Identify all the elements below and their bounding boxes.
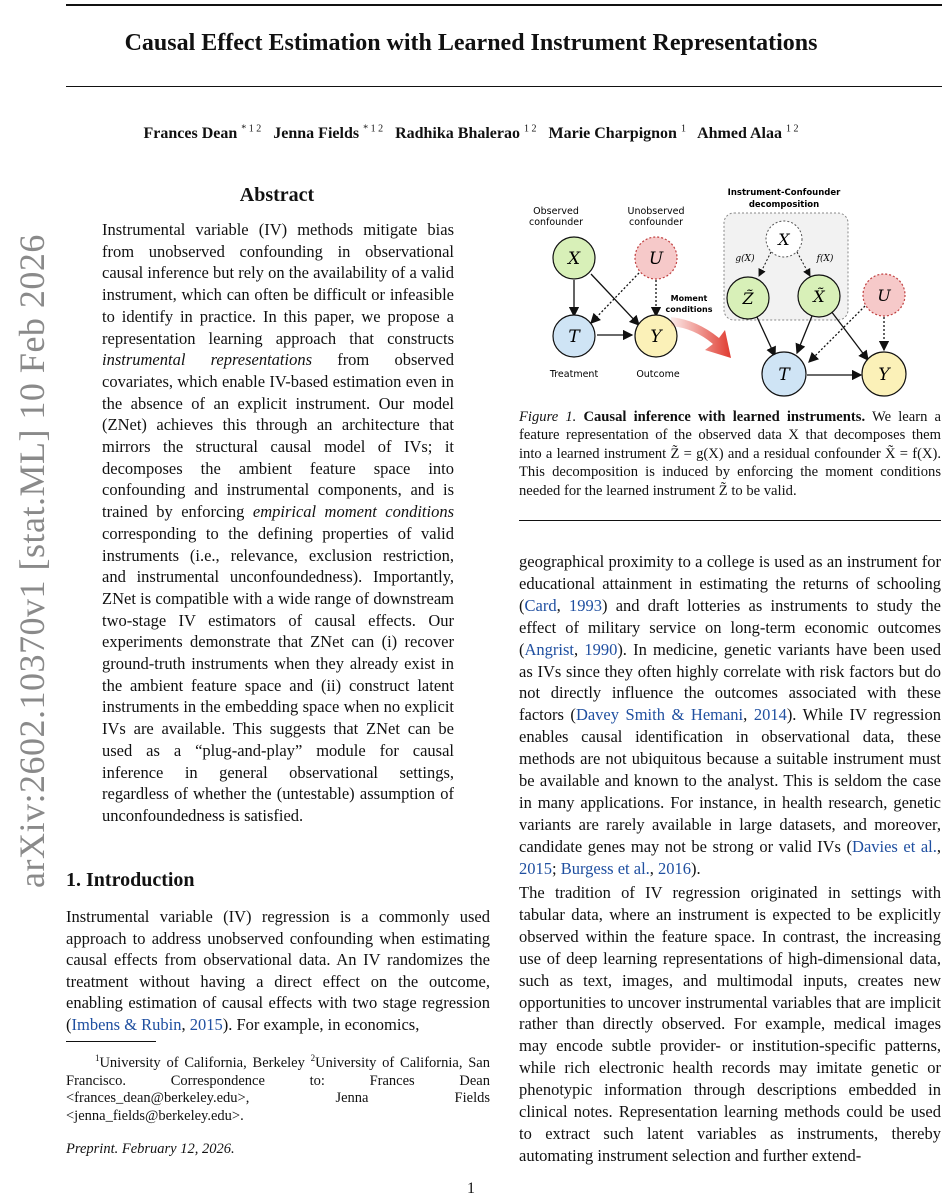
moment-conditions-arrow	[671, 317, 731, 358]
paper-title: Causal Effect Estimation with Learned Instrument Representations	[124, 30, 818, 56]
figure-1-diagram	[519, 180, 941, 400]
arxiv-sidebar-stamp: arXiv:2602.10370v1 [stat.ML] 10 Feb 2026	[12, 234, 52, 888]
preprint-date: Preprint. February 12, 2026.	[66, 1141, 235, 1157]
node-y-label: Y	[650, 327, 662, 347]
node-x-decomp-label: X	[778, 230, 790, 249]
figure-separator-rule	[519, 520, 941, 521]
citation-link[interactable]: 2015	[189, 1014, 223, 1034]
abstract-text: Instrumental variable (IV) methods mitigate bias from unobserved confounding in observational causal inference but rely on the availability of a valid instrument, which can often be difficult or infeasible to identify in practice. In this paper, we propose a representation learning approach that constructs instrumental representations from observed covariates, which enable IV-based estimation even in the absence of an explicit instrument. Our model (ZNet) achieves this through an architecture that mirrors the structural causal model of IVs; it decomposes the ambient feature space into confounding and instrumental components, and is trained by enforcing empirical moment conditions corresponding to the defining properties of valid instruments (i.e., relevance, exclusion restriction, and instrumental unconfoundedness). Importantly, ZNet is compatible with a wide range of downstream two-stage IV estimators of causal effects. Our experiments demonstrate that ZNet can (i) recover ground-truth instruments when they already exist in the ambient feature space and (ii) construct latent instruments in the embedding space when no explicit IVs are available. This suggests that ZNet can be used as a “plug-and-play” module for causal inference in general observational settings, regardless of whether the (untestable) assumption of unconfoundedness is satisfied.	[102, 220, 455, 825]
edge-u-t	[591, 273, 639, 323]
author-2: Jenna Fields $^{* 1 2}$	[273, 124, 384, 143]
citation-link[interactable]: 1993	[568, 595, 602, 615]
author-list	[0, 124, 942, 143]
citation-link[interactable]: Imbens & Rubin	[71, 1014, 182, 1034]
label-observed-confounder: confounder	[528, 217, 584, 228]
label-decomposition: decomposition	[748, 200, 820, 210]
right-paragraph-2: The tradition of IV regression originated in settings with tabular data, where an instrument is expected to be explicitly observed within the feature space. In contrast, the increasing use of deep learning representations of high-dimensional data, such as text, images, and multimodal inputs, creates new opportunities to uncover instrumental variables that are implicit rather than directly observed. For example, medical images may encode subtle provider- or institution-specific patterns, while rich electronic health records may imitate genetic or phenotypic information through descriptions embedded in clinical notes. Representation learning methods could be used to extract such latent variables as instruments, thereby automating instrument selection and further extend-	[519, 883, 941, 1165]
citation-link[interactable]: 2015	[519, 858, 552, 878]
label-unobserved-confounder: confounder	[628, 217, 684, 228]
edge-label-f: f(X)	[816, 254, 834, 264]
label-observed-confounder: Observed	[533, 206, 579, 217]
node-xtilde-label: X̃	[813, 287, 825, 306]
edge-label-g: g(X)	[735, 254, 755, 264]
label-treatment: Treatment	[549, 369, 599, 380]
author-3: Radhika Bhalerao $^{1 2}$	[395, 124, 537, 143]
title-rule-bottom	[66, 86, 942, 87]
citation-link[interactable]: 2014	[753, 705, 787, 725]
author-5: Ahmed Alaa $^{1 2}$	[697, 124, 799, 143]
citation-link[interactable]: Burgess et al.	[560, 858, 650, 878]
label-outcome: Outcome	[636, 369, 680, 380]
citation-link[interactable]: Card	[524, 595, 557, 615]
author-4: Marie Charpignon $^1$	[548, 124, 686, 143]
node-u-label: U	[648, 249, 664, 269]
node-t-right-label: T	[778, 365, 790, 385]
citation-link[interactable]: 2016	[658, 858, 692, 878]
right-paragraph-1: geographical proximity to a college is used as an instrument for educational attainment in estimating the returns of schooling (Card, 1993) and draft lotteries as instruments to study the effect of military service on long-term economic outcomes (Angrist, 1990). In medicine, genetic variants have been used as IVs since they often highly correlate with risk factors but do not directly influence the outcomes associated with these factors (Davey Smith & Hemani, 2014). While IV regression enables causal identification in observational data, these methods are not ubiquitous because a suitable instrument must be available and known to the analyst. This is seldom the case in many applications. For instance, in health research, genetic variants are rarely available in large datasets, and moreover, candidate genes may not be strong or valid IVs (Davies et al., 2015; Burgess et al., 2016).	[519, 552, 942, 878]
node-y-right-label: Y	[878, 365, 890, 385]
node-ztilde-label: Z̃	[742, 289, 754, 308]
label-moment-conditions: Moment	[670, 294, 708, 303]
citation-link[interactable]: 1990	[584, 639, 618, 659]
citation-link[interactable]: Davies et al.	[852, 836, 937, 856]
author-1: Frances Dean $^{* 1 2}$	[143, 124, 262, 143]
section-heading-introduction: 1. Introduction	[66, 869, 195, 891]
citation-link[interactable]: Davey Smith & Hemani	[575, 705, 744, 725]
edge-xtilde-y	[831, 311, 868, 360]
edge-x-y	[591, 274, 639, 325]
node-x-label: X	[567, 249, 581, 269]
affiliation-footnote: $^1$University of California, Berkeley $^2$University of California, San Francisco. Correspondence to: Frances Dean <frances_dean@berkeley.edu>, Jenna Fields <jenna_fields@berkeley.edu>.	[66, 1053, 490, 1125]
label-moment-conditions: conditions	[665, 305, 713, 314]
edge-xtilde-t	[797, 316, 812, 353]
label-unobserved-confounder: Unobserved	[627, 206, 685, 217]
citation-link[interactable]: Angrist	[524, 639, 574, 659]
page-number: 1	[467, 1180, 475, 1197]
title-rule-top	[66, 4, 942, 6]
node-t-label: T	[568, 327, 580, 347]
intro-paragraph: Instrumental variable (IV) regression is a commonly used approach to address unobserved confounding when estimating causal effects from observational data. An IV randomizes the treatment without having a direct effect on the outcome, enabling estimation of causal effects with two stage regression (Imbens & Rubin, 2015). For example, in economics,	[66, 907, 490, 1034]
label-decomposition: Instrument-Confounder	[727, 188, 841, 198]
abstract-heading: Abstract	[239, 184, 315, 206]
figure-1-caption: Figure 1. Causal inference with learned instruments. We learn a feature representation of the observed data X that decomposes them into a learned instrument Z̃ = g(X) and a residual confounder X̃ = f(X). This decomposition is induced by enforcing the moment conditions needed for the learned instrument Z̃ to be valid.	[519, 409, 941, 499]
edge-ztilde-t	[757, 317, 775, 356]
footnote-rule	[66, 1041, 156, 1042]
node-u-right-label: U	[877, 286, 891, 305]
